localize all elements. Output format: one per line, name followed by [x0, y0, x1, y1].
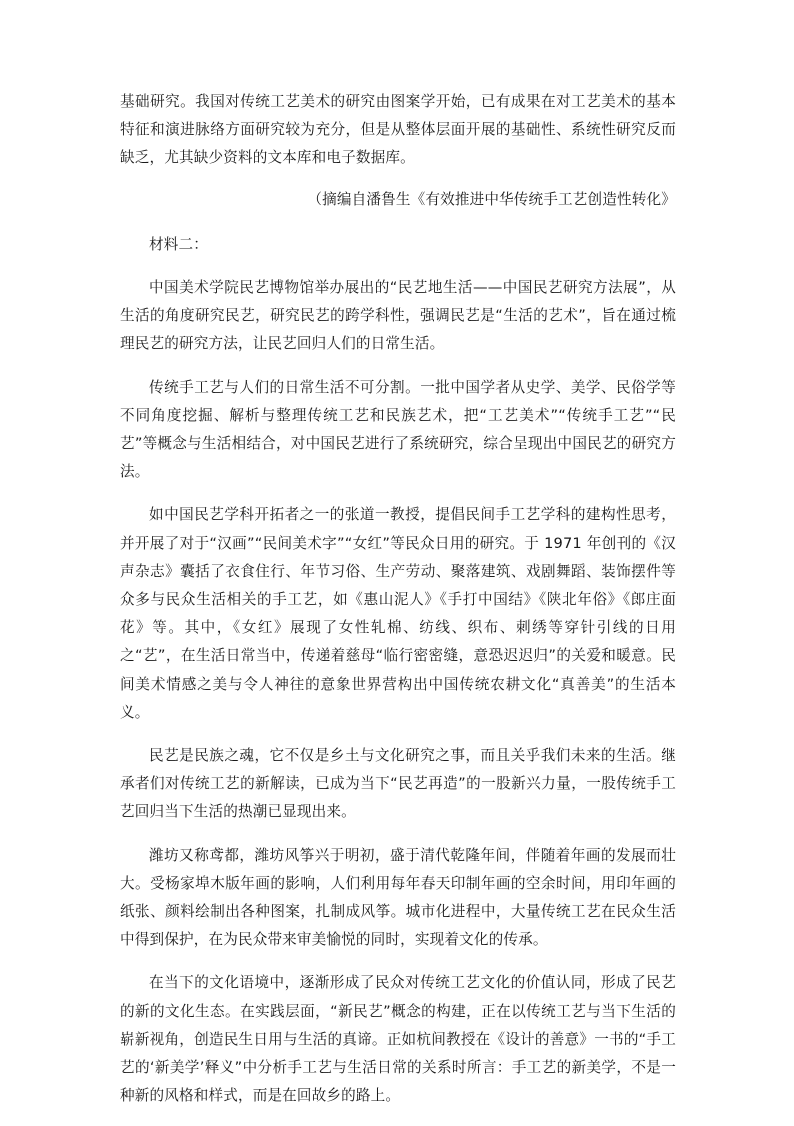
paragraph-basic-research: 基础研究。我国对传统工艺美术的研究由图案学开始，已有成果在对工艺美术的基本特征和演进脉络方面研究较为充分，但是从整体层面开展的基础性、系统性研究反而缺乏，尤其缺少资料的文本库和电子数据库。 — [120, 93, 676, 167]
paragraph-weifang-kites: 潍坊又称鸢都，潍坊风筝兴于明初，盛于清代乾隆年间，伴随着年画的发展而壮大。受杨家埠木版年画的影响，人们利用每年春天印制年画的空余时间，用印年画的纸张、颜料绘制出各种图案，扎制成风筝。城市化进程中，大量传统工艺在民众生活中得到保护，在为民众带来审美愉悦的同时，实现着文化的传承。 — [120, 846, 676, 949]
document-body — [120, 88, 676, 1126]
section-heading-material-two: 材料二： — [149, 235, 208, 253]
paragraph-exhibition: 中国美术学院民艺博物馆举办展出的“民艺地生活——中国民艺研究方法展”，从生活的角度研究民艺，研究民艺的跨学科性，强调民艺是“生活的艺术”，旨在通过梳理民艺的研究方法，让民艺回归人们的日常生活。 — [120, 279, 676, 353]
paragraph-zhang-daoyi: 如中国民艺学科开拓者之一的张道一教授，提倡民间手工艺学科的建构性思考，并开展了对于“汉画”“民间美术字”“女红”等民众日用的研究。于 1971 年创刊的《汉声杂志》囊括了衣食住行、年节习俗、生产劳动、聚落建筑、戏剧舞蹈、装饰摆件等众多与民众生活相关的手工艺，如《惠山泥人》《手打中国结》《陕北年俗》《郎庄面花》等。其中，《女红》展现了女性轧棉、纺线、织布、刺绣等穿针引线的日用之“艺”，在生活日常当中，传递着慈母“临行密密缝，意恐迟迟归”的关爱和暖意。民间美术情感之美与令人神往的意象世界营构出中国传统农耕文化“真善美”的生活本义。 — [120, 506, 676, 721]
paragraph-handicraft-life: 传统手工艺与人们的日常生活不可分割。一批中国学者从史学、美学、民俗学等不同角度挖掘、解析与整理传统工艺和民族艺术，把“工艺美术”“传统手工艺”“民艺”等概念与生活相结合，对中国民艺进行了系统研究，综合呈现出中国民艺的研究方法。 — [120, 378, 676, 481]
source-citation: （摘编自潘鲁生《有效推进中华传统手工艺创造性转化》 — [307, 190, 676, 208]
paragraph-folk-art-soul: 民艺是民族之魂，它不仅是乡土与文化研究之事，而且关乎我们未来的生活。继承者们对传统工艺的新解读，已成为当下“民艺再造”的一股新兴力量，一股传统手工艺回归当下生活的热潮已显现出来。 — [120, 747, 676, 821]
paragraph-new-folk-art: 在当下的文化语境中，逐渐形成了民众对传统工艺文化的价值认同，形成了民艺的新的文化生态。在实践层面，“新民艺”概念的构建，正在以传统工艺与当下生活的崭新视角，创造民生日用与生活的真谛。正如杭间教授在《设计的善意》一书的“手工艺的‘新美学’释义”中分析手工艺与生活日常的关系时所言：手工艺的新美学，不是一种新的风格和样式，而是在回故乡的路上。 — [120, 974, 676, 1105]
